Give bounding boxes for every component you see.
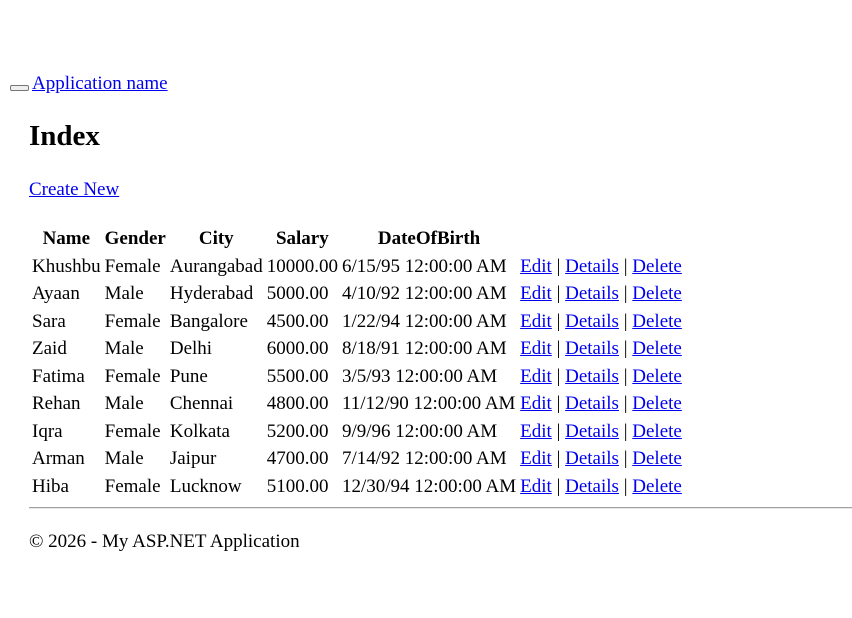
cell-actions [519, 474, 683, 500]
edit-link[interactable]: Edit [520, 448, 552, 469]
delete-link[interactable]: Delete [632, 393, 682, 414]
cell-name: Sara [32, 310, 66, 332]
create-new-link[interactable]: Create New [29, 179, 120, 200]
action-separator: | [556, 338, 561, 359]
cell-salary: 4700.00 [266, 448, 329, 469]
cell-gender: Female [104, 475, 161, 497]
cell-dateofbirth: 12/30/94 12:00:00 AM [341, 475, 517, 497]
delete-link[interactable]: Delete [632, 475, 682, 497]
navbar [10, 72, 168, 96]
details-link[interactable]: Details [565, 475, 619, 497]
cell-salary: 10000.00 [266, 255, 338, 277]
cell-city: Lucknow [169, 475, 242, 497]
edit-link[interactable]: Edit [520, 310, 552, 332]
cell-dateofbirth: 1/22/94 12:00:00 AM [341, 310, 507, 332]
cell-dateofbirth: 4/10/92 12:00:00 AM [341, 283, 507, 304]
edit-link[interactable]: Edit [520, 283, 552, 304]
cell-gender: Female [104, 420, 161, 442]
cell-dateofbirth: 11/12/90 12:00:00 AM [341, 393, 516, 414]
cell-dateofbirth: 9/9/96 12:00:00 AM [341, 420, 498, 442]
table-row [31, 281, 683, 307]
action-separator: | [623, 420, 628, 442]
cell-gender: Male [104, 448, 144, 469]
table-header-row [31, 226, 683, 252]
delete-link[interactable]: Delete [632, 255, 682, 277]
details-link[interactable]: Details [565, 365, 619, 387]
delete-link[interactable]: Delete [632, 448, 682, 469]
cell-name: Zaid [32, 338, 67, 359]
cell-dateofbirth: 7/14/92 12:00:00 AM [341, 448, 507, 469]
cell-salary: 5000.00 [266, 283, 329, 304]
cell-gender: Male [104, 338, 144, 359]
cell-actions [519, 364, 683, 390]
table-row [31, 419, 683, 445]
cell-salary: 5100.00 [266, 475, 329, 497]
cell-city: Jaipur [169, 448, 217, 469]
table-row [31, 474, 683, 500]
action-separator: | [623, 448, 628, 469]
employee-table [29, 224, 685, 501]
cell-actions [519, 309, 683, 335]
details-link[interactable]: Details [565, 255, 619, 277]
cell-actions [519, 419, 683, 445]
cell-gender: Female [104, 255, 161, 277]
cell-city: Kolkata [169, 420, 230, 442]
edit-link[interactable]: Edit [520, 255, 552, 277]
action-separator: | [623, 310, 628, 332]
table-row [31, 391, 683, 417]
cell-gender: Female [104, 310, 161, 332]
navbar-toggle-button[interactable] [10, 85, 29, 91]
cell-actions [519, 281, 683, 307]
action-separator: | [623, 365, 628, 387]
cell-name: Iqra [32, 420, 63, 442]
cell-salary: 5500.00 [266, 365, 329, 387]
cell-name: Hiba [32, 475, 69, 497]
cell-dateofbirth: 3/5/93 12:00:00 AM [341, 365, 498, 387]
cell-city: Chennai [169, 393, 234, 414]
action-separator: | [623, 475, 628, 497]
action-separator: | [556, 283, 561, 304]
edit-link[interactable]: Edit [520, 420, 552, 442]
edit-link[interactable]: Edit [520, 338, 552, 359]
delete-link[interactable]: Delete [632, 310, 682, 332]
cell-name: Ayaan [32, 283, 80, 304]
delete-link[interactable]: Delete [632, 365, 682, 387]
action-separator: | [556, 393, 561, 414]
cell-actions [519, 391, 683, 417]
cell-city: Hyderabad [169, 283, 254, 304]
cell-salary: 4500.00 [266, 310, 329, 332]
delete-link[interactable]: Delete [632, 420, 682, 442]
action-separator: | [556, 310, 561, 332]
cell-city: Delhi [169, 338, 213, 359]
action-separator: | [556, 448, 561, 469]
action-separator: | [623, 255, 628, 277]
footer-divider [29, 507, 852, 509]
delete-link[interactable]: Delete [632, 338, 682, 359]
action-separator: | [556, 475, 561, 497]
cell-actions [519, 336, 683, 362]
page-title: Index [29, 120, 100, 152]
application-name-link[interactable]: Application name [32, 73, 168, 94]
action-separator: | [623, 283, 628, 304]
table-row [31, 336, 683, 362]
cell-actions [519, 446, 683, 472]
cell-city: Bangalore [169, 310, 248, 332]
edit-link[interactable]: Edit [520, 475, 552, 497]
cell-salary: 4800.00 [266, 393, 329, 414]
cell-city: Aurangabad [169, 255, 263, 277]
details-link[interactable]: Details [565, 338, 619, 359]
cell-gender: Female [104, 365, 161, 387]
details-link[interactable]: Details [565, 448, 619, 469]
cell-name: Rehan [32, 393, 81, 414]
cell-dateofbirth: 8/18/91 12:00:00 AM [341, 338, 507, 359]
cell-gender: Male [104, 393, 144, 414]
cell-name: Khushbu [32, 255, 101, 277]
action-separator: | [623, 393, 628, 414]
table-body [31, 254, 683, 500]
cell-dateofbirth: 6/15/95 12:00:00 AM [341, 255, 507, 277]
column-header-actions [519, 226, 683, 252]
cell-name: Arman [32, 448, 85, 469]
cell-gender: Male [104, 283, 144, 304]
footer-copyright: © 2026 - My ASP.NET Application [29, 531, 300, 552]
table-row [31, 309, 683, 335]
column-header-dateofbirth: DateOfBirth [377, 228, 481, 249]
cell-actions [519, 254, 683, 280]
delete-link[interactable]: Delete [632, 283, 682, 304]
column-header-gender: Gender [104, 228, 166, 249]
cell-city: Pune [169, 365, 208, 387]
table-row [31, 446, 683, 472]
action-separator: | [556, 420, 561, 442]
action-separator: | [556, 365, 561, 387]
edit-link[interactable]: Edit [520, 365, 552, 387]
column-header-name: Name [42, 228, 91, 249]
cell-salary: 5200.00 [266, 420, 329, 442]
details-link[interactable]: Details [565, 420, 619, 442]
edit-link[interactable]: Edit [520, 393, 552, 414]
table-row [31, 364, 683, 390]
column-header-city: City [198, 228, 234, 249]
cell-salary: 6000.00 [266, 338, 329, 359]
details-link[interactable]: Details [565, 310, 619, 332]
column-header-salary: Salary [275, 228, 329, 249]
details-link[interactable]: Details [565, 283, 619, 304]
table-row [31, 254, 683, 280]
cell-name: Fatima [32, 365, 85, 387]
details-link[interactable]: Details [565, 393, 619, 414]
action-separator: | [623, 338, 628, 359]
action-separator: | [556, 255, 561, 277]
